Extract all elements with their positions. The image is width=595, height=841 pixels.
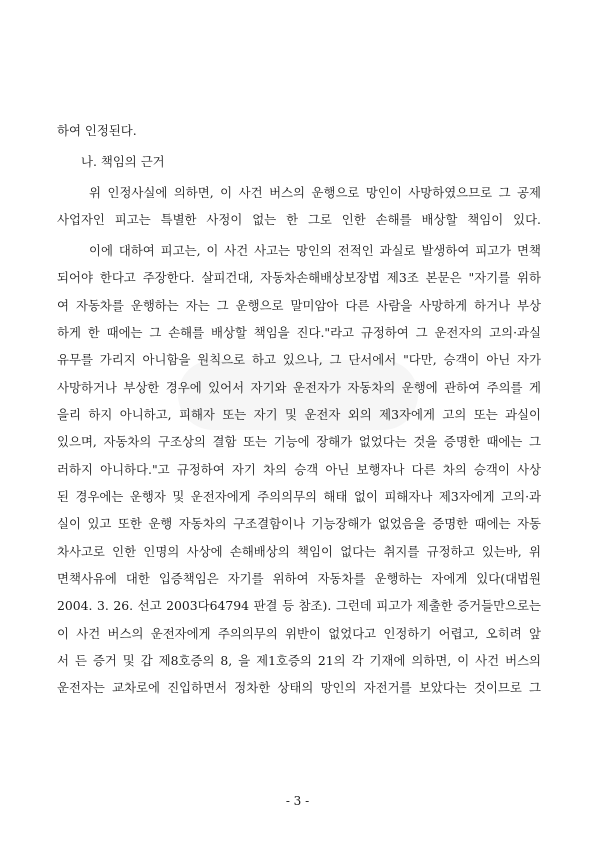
- text-line: 하게 한 때에는 그 손해를 배상할 책임을 진다."라고 규정하여 그 운전자의 고의·과실: [57, 325, 541, 340]
- text-line: 2004. 3. 26. 선고 2003다64794 판결 등 참조). 그런데 피고가 제출한 증거들만으로는: [57, 598, 541, 613]
- section-heading: 나. 책임의 근거: [81, 154, 165, 169]
- text-line: 유무를 가리지 아니함을 원칙으로 하고 있으나, 그 단서에서 "다만, 승객이 아닌 자가: [57, 352, 541, 367]
- text-line: 운전자는 교차로에 진입하면서 정차한 상태의 망인의 자전거를 보았다는 것이므로 그: [57, 680, 541, 695]
- text-line: 있으며, 자동차의 구조상의 결함 또는 기능에 장해가 없었다는 것을 증명한 때에는 그: [57, 434, 541, 449]
- text-line: 사업자인 피고는 특별한 사정이 없는 한 그로 인한 손해를 배상할 책임이 있다.: [57, 212, 541, 227]
- text-line: 되어야 한다고 주장한다. 살피건대, 자동차손해배상보장법 제3조 본문은 "자기를 위하: [57, 270, 541, 285]
- text-line: 여 자동차를 운행하는 자는 그 운행으로 말미암아 다른 사람을 사망하게 하거나 부상: [57, 298, 541, 313]
- text-line: 이 사건 버스의 운전자에게 주의의무의 위반이 없었다고 인정하기 어렵고, 오히려 앞: [57, 626, 541, 641]
- text-line: 면책사유에 대한 입증책임은 자기를 위하여 자동차를 운행하는 자에게 있다(대법원: [57, 571, 541, 586]
- page-number: - 3 -: [285, 794, 310, 808]
- text-line: 러하지 아니하다."고 규정하여 자기 차의 승객 아닌 보행자나 다른 차의 승객이 사상: [57, 462, 541, 477]
- text-line: 하여 인정된다.: [57, 123, 137, 138]
- text-line: 위 인정사실에 의하면, 이 사건 버스의 운행으로 망인이 사망하였으므로 그 공제: [89, 185, 541, 200]
- text-line: 차사고로 인한 인명의 사상에 손해배상의 책임이 없다는 취지를 규정하고 있는바, 위: [57, 544, 541, 559]
- text-line: 실이 있고 또한 운행 자동차의 구조결함이나 기능장해가 없었음을 증명한 때에는 자동: [57, 516, 541, 531]
- text-line: 서 든 증거 및 갑 제8호증의 8, 을 제1호증의 21의 각 기재에 의하면, 이 사건 버스의: [57, 653, 541, 668]
- text-line: 을리 하지 아니하고, 피해자 또는 자기 및 운전자 외의 제3자에게 고의 또는 과실이: [57, 407, 541, 422]
- text-line: 이에 대하여 피고는, 이 사건 사고는 망인의 전적인 과실로 발생하여 피고가 면책: [89, 243, 541, 258]
- text-line: 사망하거나 부상한 경우에 있어서 자기와 운전자가 자동차의 운행에 관하여 주의를 게: [57, 380, 541, 395]
- text-line: 된 경우에는 운행자 및 운전자에게 주의의무의 해태 없이 피해자나 제3자에게 고의·과: [57, 489, 541, 504]
